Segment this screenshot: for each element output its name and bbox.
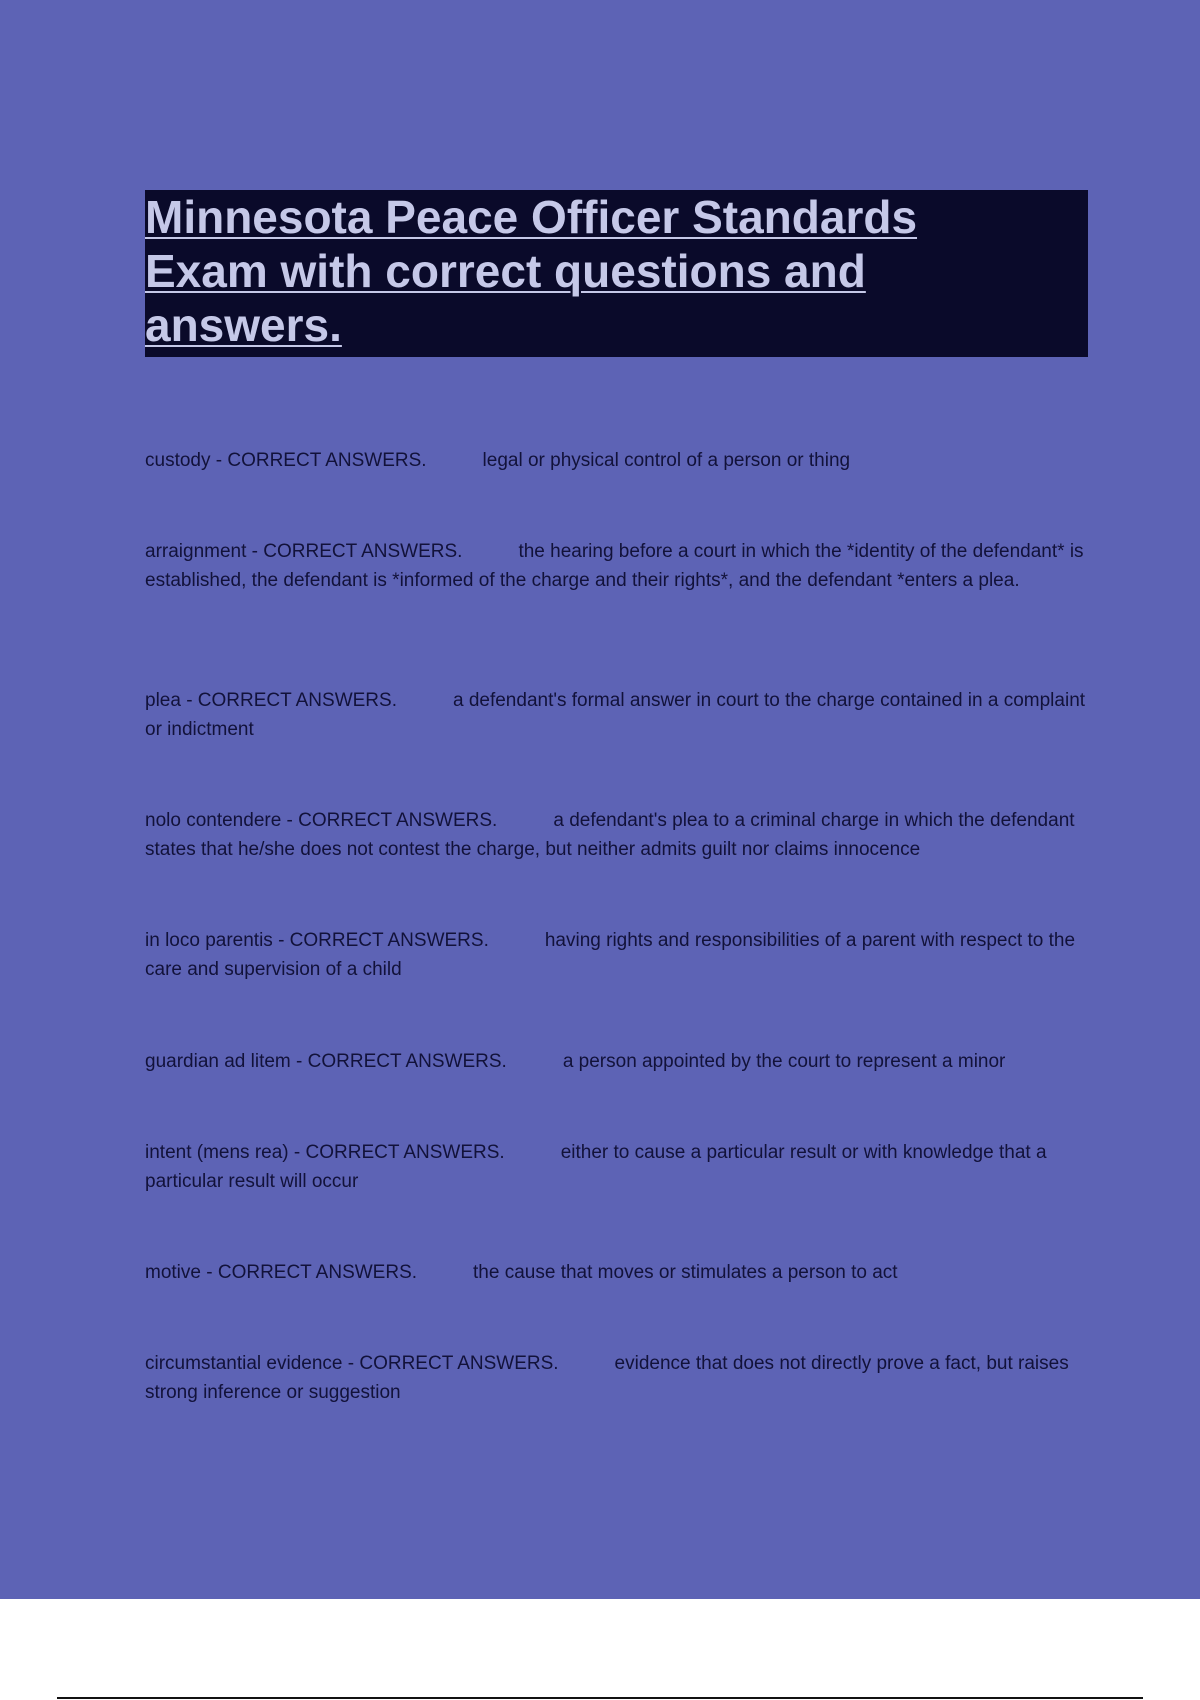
qa-definition: evidence that does not directly prove a fact, but raises strong inference or suggestion	[145, 1353, 1069, 1403]
qa-definition: a person appointed by the court to represent a minor	[562, 1051, 1006, 1072]
qa-item	[145, 806, 1090, 864]
footer-rule	[57, 1697, 1143, 1699]
qa-definition: the hearing before a court in which the *identity of the defendant* is established, the defendant is *informed of the charge and their rights*, and the defendant *enters a plea.	[145, 541, 1084, 591]
qa-term: custody - CORRECT ANSWERS.	[145, 450, 427, 471]
qa-item	[145, 1258, 1090, 1287]
title-banner	[145, 190, 1088, 357]
qa-definition: legal or physical control of a person or thing	[482, 450, 851, 471]
qa-item	[145, 1138, 1090, 1196]
qa-term: plea - CORRECT ANSWERS.	[145, 690, 397, 711]
qa-term: guardian ad litem - CORRECT ANSWERS.	[145, 1051, 507, 1072]
qa-definition: the cause that moves or stimulates a person to act	[473, 1262, 898, 1283]
qa-definition: either to cause a particular result or with knowledge that a particular result will occur	[145, 1142, 1047, 1192]
qa-term: motive - CORRECT ANSWERS.	[145, 1262, 418, 1283]
qa-item	[145, 686, 1090, 744]
qa-term: in loco parentis - CORRECT ANSWERS.	[145, 930, 489, 951]
qa-term: intent (mens rea) - CORRECT ANSWERS.	[145, 1142, 505, 1163]
qa-definition: a defendant's plea to a criminal charge in which the defendant states that he/she does not contest the charge, but neither admits guilt nor claims innocence	[145, 810, 1075, 860]
qa-term: circumstantial evidence - CORRECT ANSWERS.	[145, 1353, 559, 1374]
qa-definition: having rights and responsibilities of a parent with respect to the care and supervision of a child	[145, 930, 1076, 980]
qa-item	[145, 926, 1090, 984]
qa-item	[145, 446, 1090, 475]
document-title: Minnesota Peace Officer Standards Exam with correct questions and answers.	[145, 191, 918, 351]
qa-term: arraignment - CORRECT ANSWERS.	[145, 541, 463, 562]
qa-item	[145, 537, 1090, 595]
qa-term: nolo contendere - CORRECT ANSWERS.	[145, 810, 498, 831]
qa-item	[145, 1349, 1090, 1407]
qa-item	[145, 1047, 1090, 1076]
qa-definition: a defendant's formal answer in court to the charge contained in a complaint or indictment	[145, 690, 1086, 740]
